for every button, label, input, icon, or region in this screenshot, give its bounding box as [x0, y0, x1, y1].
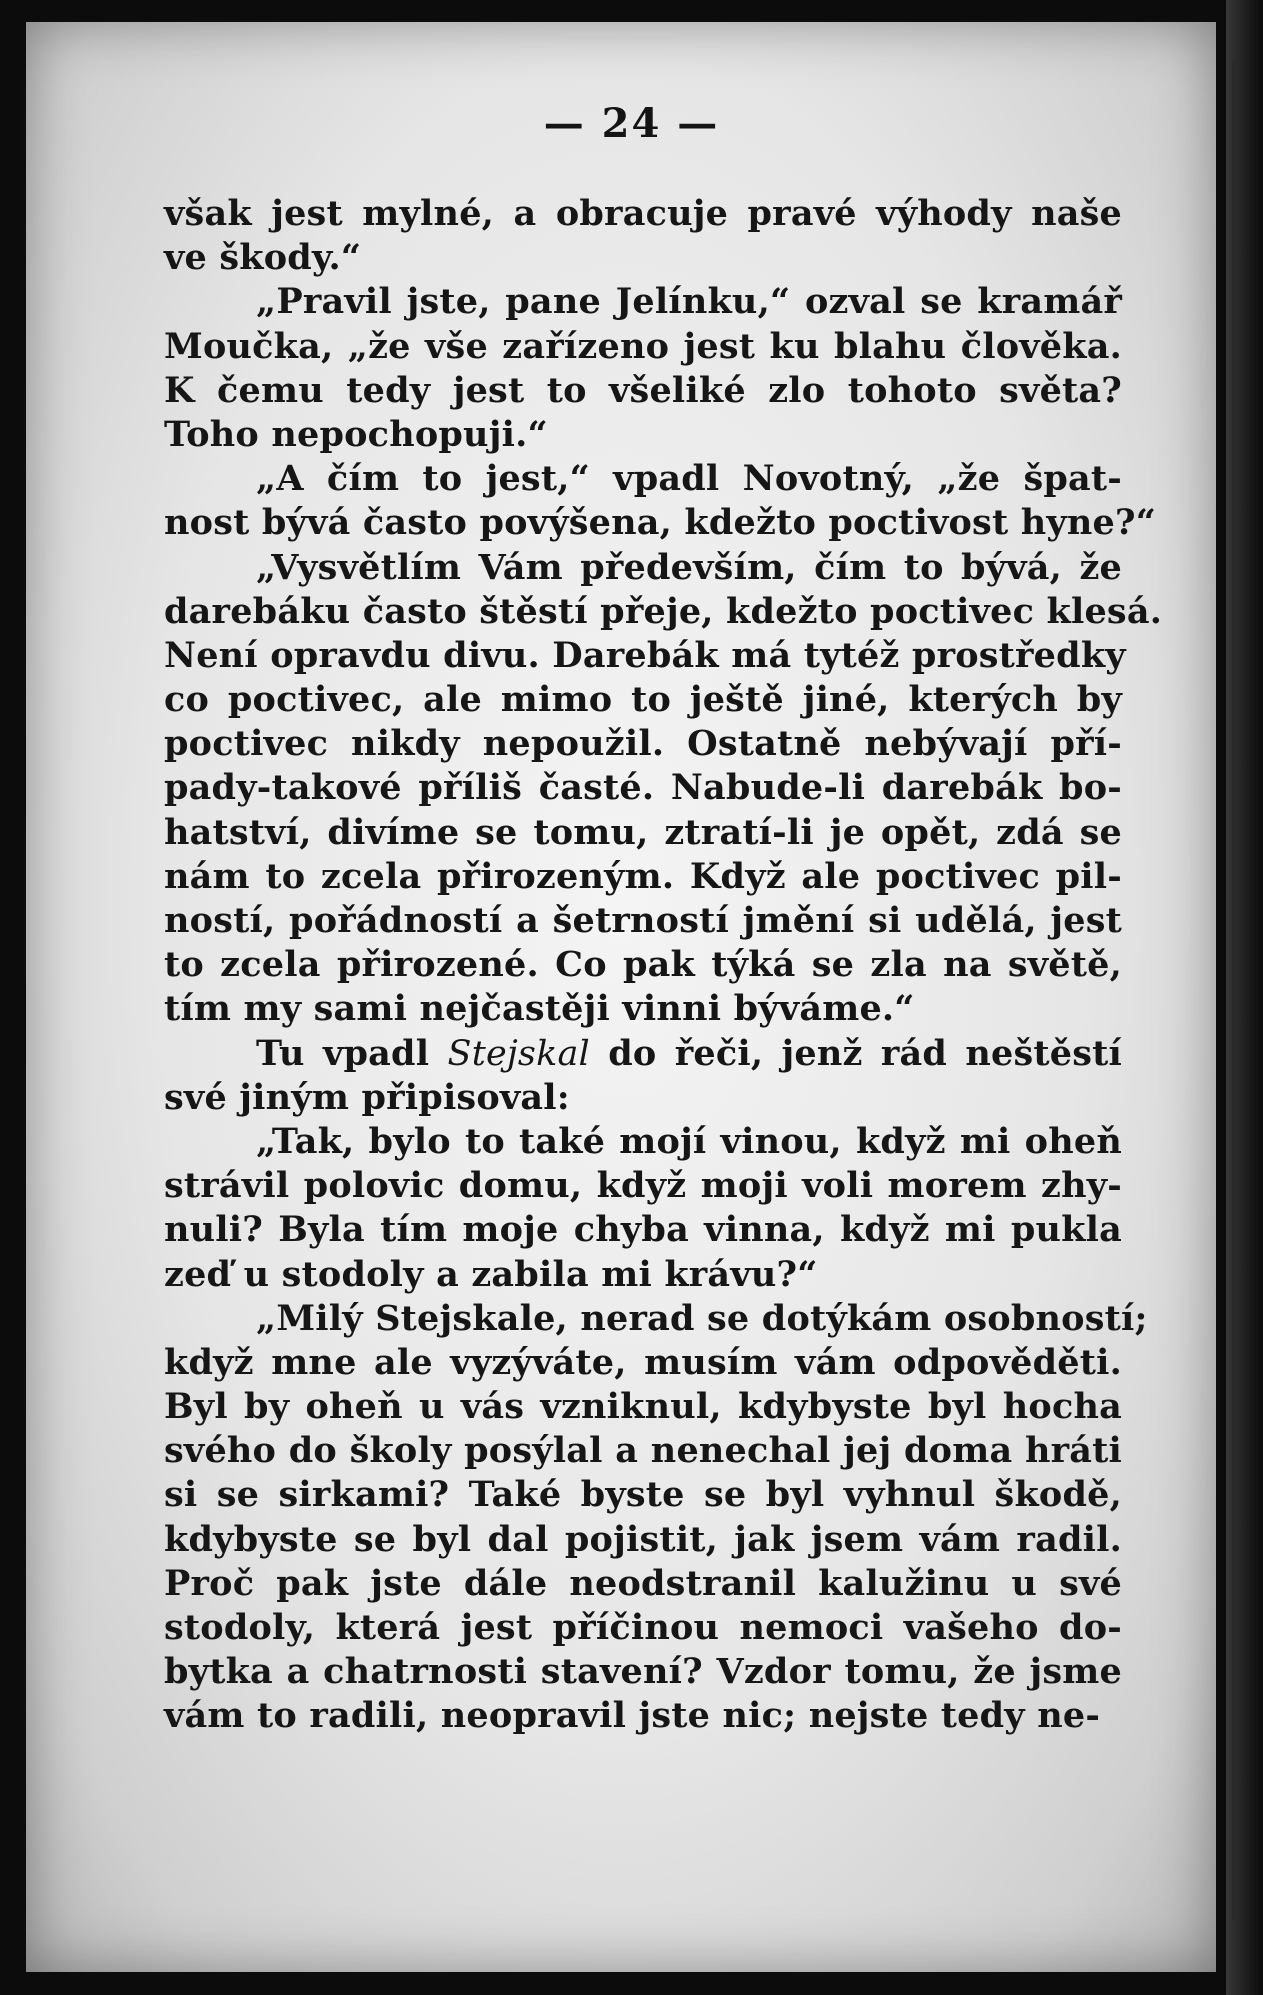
text-line: darebáku často štěstí přeje, kdežto poctivec klesá.	[164, 590, 1163, 632]
text-line: bytka a chatrnosti stavení? Vzdor tomu, že jsme	[164, 1651, 1122, 1693]
italic-name: Stejskal	[447, 1033, 590, 1074]
text-line: nost bývá často povýšena, kdežto poctivost hyne?“	[164, 502, 1157, 544]
text-line: Toho nepochopuji.“	[164, 413, 548, 455]
text-line: své jiným připisoval:	[164, 1076, 570, 1118]
text-line: zeď u stodoly a zabila mi krávu?“	[164, 1253, 818, 1295]
text-line: Proč pak jste dále neodstranil kalužinu u své	[164, 1562, 1122, 1604]
text-line: stodoly, která jest příčinou nemoci vašeho do-	[164, 1607, 1122, 1648]
page-edge-line	[1232, 60, 1238, 1920]
text-line: ností, pořádností a šetrností jmění si udělá, jest	[164, 900, 1122, 941]
text-line: to zcela přirozené. Co pak týká se zla na světě,	[164, 944, 1122, 986]
text-line: hatství, divíme se tomu, ztratí-li je opět, zdá se	[164, 811, 1122, 853]
text-segment: Tu vpadl	[256, 1032, 448, 1074]
text-line: ve škody.“	[164, 237, 362, 279]
text-line: tím my sami nejčastěji vinni býváme.“	[164, 988, 915, 1030]
text-segment: do řeči, jenž rád neštěstí	[589, 1032, 1122, 1074]
text-line: strávil polovic domu, když moji voli morem zhy-	[164, 1165, 1122, 1207]
text-line: Byl by oheň u vás vzniknul, kdybyste byl hocha	[164, 1386, 1122, 1428]
text-line: však jest mylné, a obracuje pravé výhody naše	[164, 193, 1122, 234]
text-line: „Tak, bylo to také mojí vinou, když mi oheň	[256, 1120, 1122, 1162]
text-line: co poctivec, ale mimo to ještě jiné, kterých by	[164, 679, 1122, 721]
text-line: svého do školy posýlal a nenechal jej doma hráti	[164, 1430, 1122, 1472]
text-line: „Milý Stejskale, nerad se dotýkám osobností;	[256, 1297, 1148, 1339]
text-line: Moučka, „že vše zařízeno jest ku blahu člověka.	[164, 325, 1122, 367]
text-line: pady-takové příliš časté. Nabude-li darebák bo-	[164, 767, 1122, 809]
text-line: „Vysvětlím Vám především, čím to bývá, že	[256, 546, 1122, 588]
text-line: poctivec nikdy nepoužil. Ostatně nebývají pří-	[164, 723, 1122, 765]
text-line: K čemu tedy jest to všeliké zlo tohoto světa?	[164, 369, 1122, 411]
text-line: vám to radili, neopravil jste nic; nejste tedy ne-	[164, 1695, 1101, 1737]
text-line: kdybyste se byl dal pojistit, jak jsem vám radil.	[164, 1518, 1122, 1560]
text-line: „A čím to jest,“ vpadl Novotný, „že špat-	[256, 458, 1122, 500]
body-text	[164, 192, 1163, 1739]
text-line: nuli? Byla tím moje chyba vinna, když mi pukla	[164, 1209, 1122, 1251]
page-number: — 24 —	[543, 100, 720, 147]
text-line: si se sirkami? Také byste se byl vyhnul škodě,	[164, 1474, 1122, 1516]
text-line: když mne ale vyzýváte, musím vám odpověděti.	[164, 1341, 1122, 1383]
text-line: nám to zcela přirozeným. Když ale poctivec pil-	[164, 855, 1122, 897]
text-line: „Pravil jste, pane Jelínku,“ ozval se kramář	[256, 281, 1122, 323]
text-line: Není opravdu divu. Darebák má tytéž prostředky	[164, 634, 1126, 676]
text-line	[164, 1032, 1122, 1076]
